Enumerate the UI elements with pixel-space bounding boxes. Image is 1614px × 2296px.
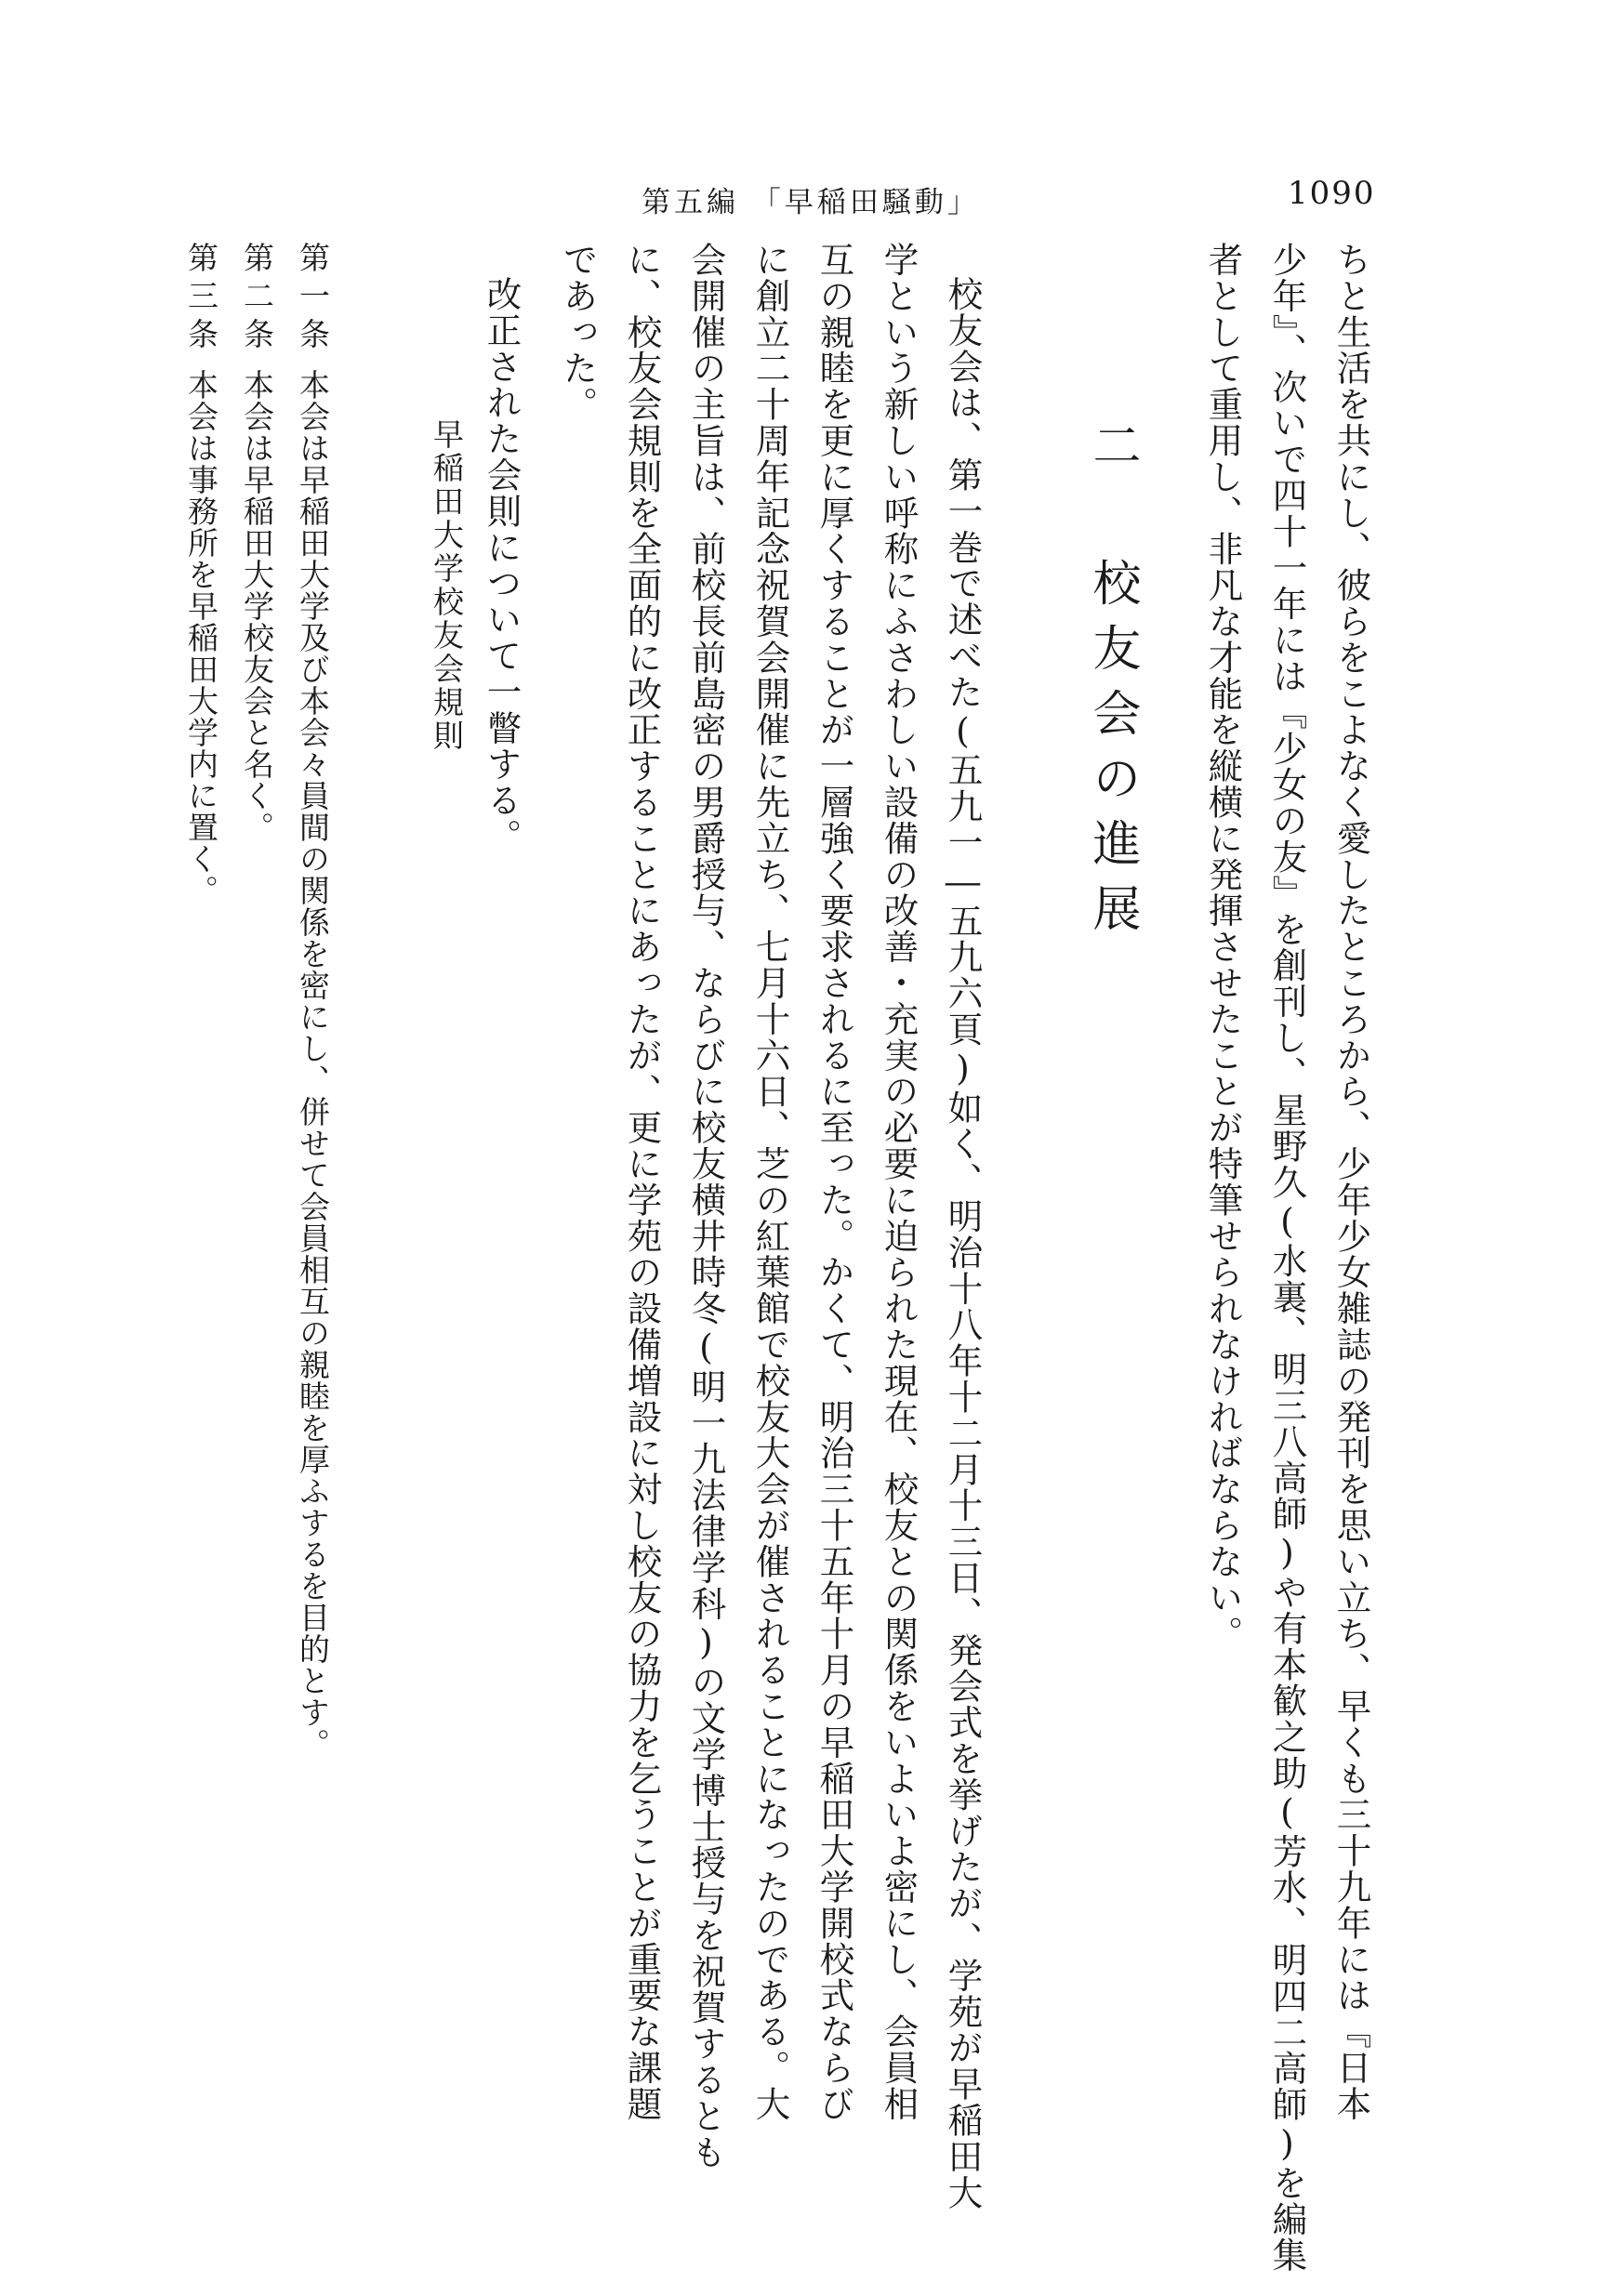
rules-title: 早稲田大学校友会規則	[429, 418, 465, 753]
article-3-label: 第三条	[183, 242, 219, 356]
running-head: 第五編 「早稲田騒動」	[642, 186, 980, 219]
article-2-text: 本会は早稲田大学校友会と名く。	[239, 369, 275, 843]
article-1	[295, 242, 331, 1760]
body-line-8: 会開催の主旨は、前校長前島密の男爵授与、ならびに校友横井時冬(明一九法律学科)の文学博士授与を祝賀するとも	[685, 242, 727, 2171]
article-2	[239, 242, 275, 843]
body-line-9: に、校友会規則を全面的に改正することにあったが、更に学苑の設備増設に対し校友の協力を乞うことが重要な課題	[621, 242, 663, 2122]
article-2-label: 第二条	[239, 242, 275, 356]
body-line-2: 少年』、次いで四十一年には『少女の友』を創刊し、星野久(水裏、明三八高師)や有本歓之助(芳水、明四二高師)を編集	[1266, 242, 1308, 2274]
body-line-4: 校友会は、第一巻で述べた(五九一―五九六頁)如く、明治十八年十二月十三日、発会式を挙げたが、学苑が早稲田大	[942, 276, 984, 2211]
body-line-6: 互の親睦を更に厚くすることが一層強く要求されるに至った。かくて、明治三十五年十月の早稲田大学開校式ならび	[814, 242, 855, 2122]
body-line-3: 者として重用し、非凡な才能を縦横に発揮させたことが特筆せられなければならない。	[1202, 242, 1244, 1653]
body-line-5: 学という新しい呼称にふさわしい設備の改善・充実の必要に迫られた現在、校友との関係をいよいよ密にし、会員相	[878, 242, 919, 2122]
body-line-7: に創立二十周年記念祝賀会開催に先立ち、七月十六日、芝の紅葉館で校友大会が催されることになったのである。大	[749, 242, 791, 2122]
article-3	[183, 242, 219, 906]
body-line-11: 改正された会則について一瞥する。	[481, 276, 523, 855]
article-1-text: 本会は早稲田大学及び本会々員間の関係を密にし、併せて会員相互の親睦を厚ふするを目的とす。	[295, 369, 331, 1760]
article-1-label: 第一条	[295, 242, 331, 356]
body-line-1: ちと生活を共にし、彼らをこよなく愛したところから、少年少女雑誌の発刊を思い立ち、早くも三十九年には『日本	[1330, 242, 1372, 2122]
section-heading: 二 校友会の進展	[1084, 420, 1140, 948]
page-number: 1090	[1288, 175, 1376, 212]
body-line-10: であった。	[557, 242, 599, 423]
article-3-text: 本会は事務所を早稲田大学内に置く。	[183, 369, 219, 906]
